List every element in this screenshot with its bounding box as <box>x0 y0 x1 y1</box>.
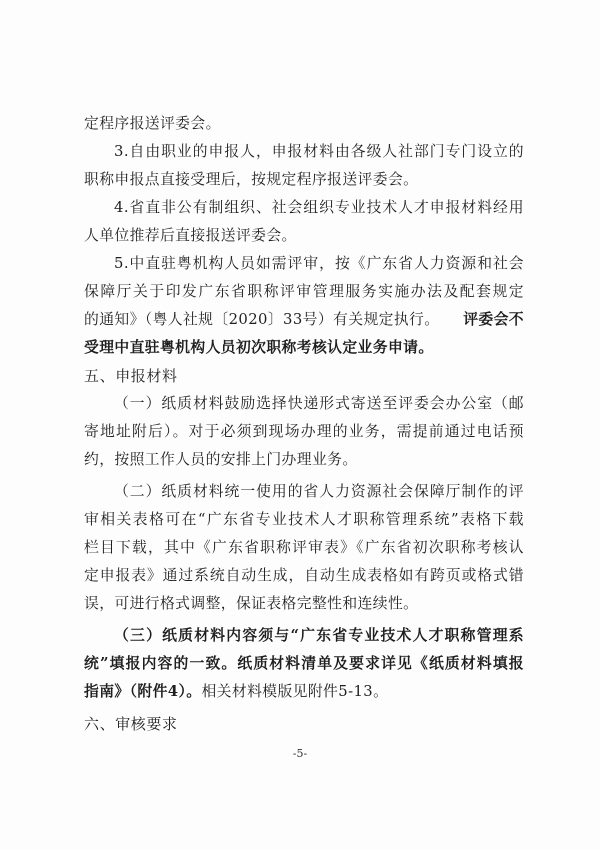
text-line: 5.中直驻粤机构人员如需评审，按《广东省人力资源和社会 <box>114 255 524 272</box>
text-line: 约，按照工作人员的安排上门办理业务。 <box>84 451 358 468</box>
section-heading-5: 五、申报材料 <box>84 367 178 385</box>
text-line: 审相关表格可在“广东省专业技术人才职称管理系统”表格下载 <box>84 511 524 528</box>
bold-text-segment: 指南》（附件4）。 <box>84 683 202 700</box>
page-number: -5- <box>292 747 308 760</box>
text-line: 定申报表》通过系统自动生成，自动生成表格如有跨页或格式错 <box>84 567 524 584</box>
bold-text-line: （三）纸质材料内容须与“广东省专业技术人才职称管理系 <box>114 627 524 644</box>
text-line: 寄地址附后）。对于必须到现场办理的业务，需提前通过电话预 <box>84 423 524 440</box>
text-line: 保障厅关于印发广东省职称评审管理服务实施办法及配套规定 <box>84 283 524 300</box>
text-segment: 的通知》（粤人社规〔2020〕33号）有关规定执行。 <box>84 311 440 328</box>
text-segment: 相关材料模版见附件5-13。 <box>201 683 389 700</box>
text-line <box>84 678 524 706</box>
bold-text-line: 统”填报内容的一致。纸质材料清单及要求详见《纸质材料填报 <box>84 655 524 672</box>
text-line <box>84 306 524 334</box>
text-line: 职称申报点直接受理后，按规定程序报送评委会。 <box>84 171 419 188</box>
text-line: 4.省直非公有制组织、社会组织专业技术人才申报材料经用 <box>114 199 524 216</box>
text-line: 栏目下载，其中《广东省职称评审表》《广东省初次职称考核认 <box>84 539 524 556</box>
bold-text-line: 受理中直驻粤机构人员初次职称考核认定业务申请。 <box>84 339 434 356</box>
bold-text-segment: 评委会不 <box>463 311 524 328</box>
document-body <box>84 110 524 738</box>
text-line: 人单位推荐后直接报送评委会。 <box>84 227 297 244</box>
text-line: 3.自由职业的申报人，申报材料由各级人社部门专门设立的 <box>114 143 524 160</box>
text-line: 误，可进行格式调整，保证表格完整性和连续性。 <box>84 595 419 612</box>
section-heading-6: 六、审核要求 <box>84 715 178 733</box>
text-line: （一）纸质材料鼓励选择快递形式寄送至评委会办公室（邮 <box>114 395 524 412</box>
text-line: （二）纸质材料统一使用的省人力资源社会保障厅制作的评 <box>114 483 524 500</box>
text-line: 定程序报送评委会。 <box>84 115 221 132</box>
